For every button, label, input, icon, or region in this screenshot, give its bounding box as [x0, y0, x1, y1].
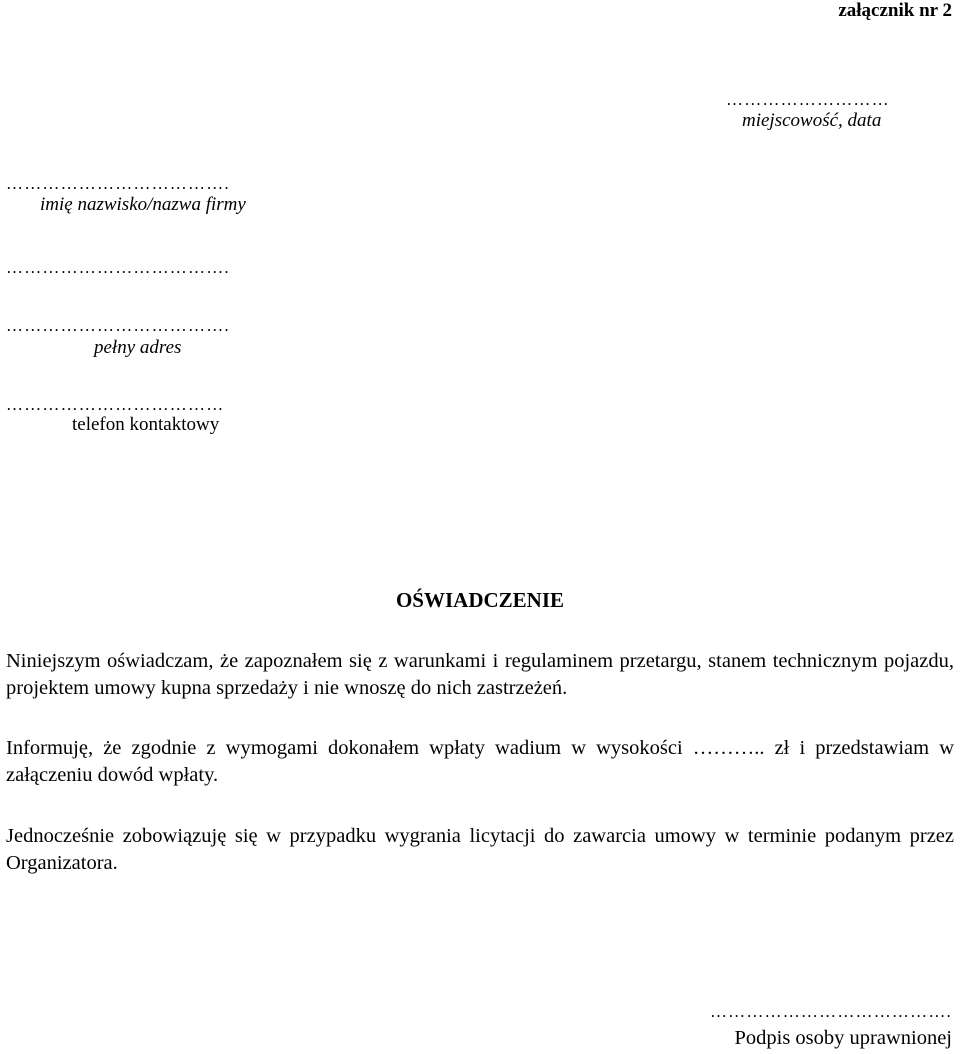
place-date-line: ……………………… [726, 90, 890, 109]
name-caption: imię nazwisko/nazwa firmy [40, 194, 246, 215]
paragraph-acknowledgement: Niniejszym oświadczam, że zapoznałem się z warunkami i regulaminem przetargu, stanem technicznym pojazdu, projektem umowy kupna sprzedaży i nie wnoszę do nich zastrzeżeń. [6, 650, 954, 699]
address-line-2: ………………………………. [6, 316, 230, 335]
signature-line: …………………………………. [709, 1002, 952, 1021]
phone-line: ……………………………… [6, 395, 225, 414]
name-line: ………………………………. [6, 174, 230, 193]
place-date-caption: miejscowość, data [742, 110, 882, 131]
annex-label: załącznik nr 2 [838, 0, 952, 21]
phone-caption: telefon kontaktowy [72, 414, 220, 435]
paragraph-obligation: Jednocześnie zobowiązuję się w przypadku wygrania licytacji do zawarcia umowy w terminie podanym przez Organizatora. [6, 825, 954, 874]
document-title: OŚWIADCZENIE [395, 588, 565, 612]
paragraph-deposit: Informuję, że zgodnie z wymogami dokonałem wpłaty wadium w wysokości ……….. zł i przedstawiam w załączeniu dowód wpłaty. [6, 737, 954, 786]
address-caption: pełny adres [94, 337, 182, 358]
address-line-1: ………………………………. [6, 258, 230, 277]
signature-caption: Podpis osoby uprawnionej [734, 1027, 952, 1049]
